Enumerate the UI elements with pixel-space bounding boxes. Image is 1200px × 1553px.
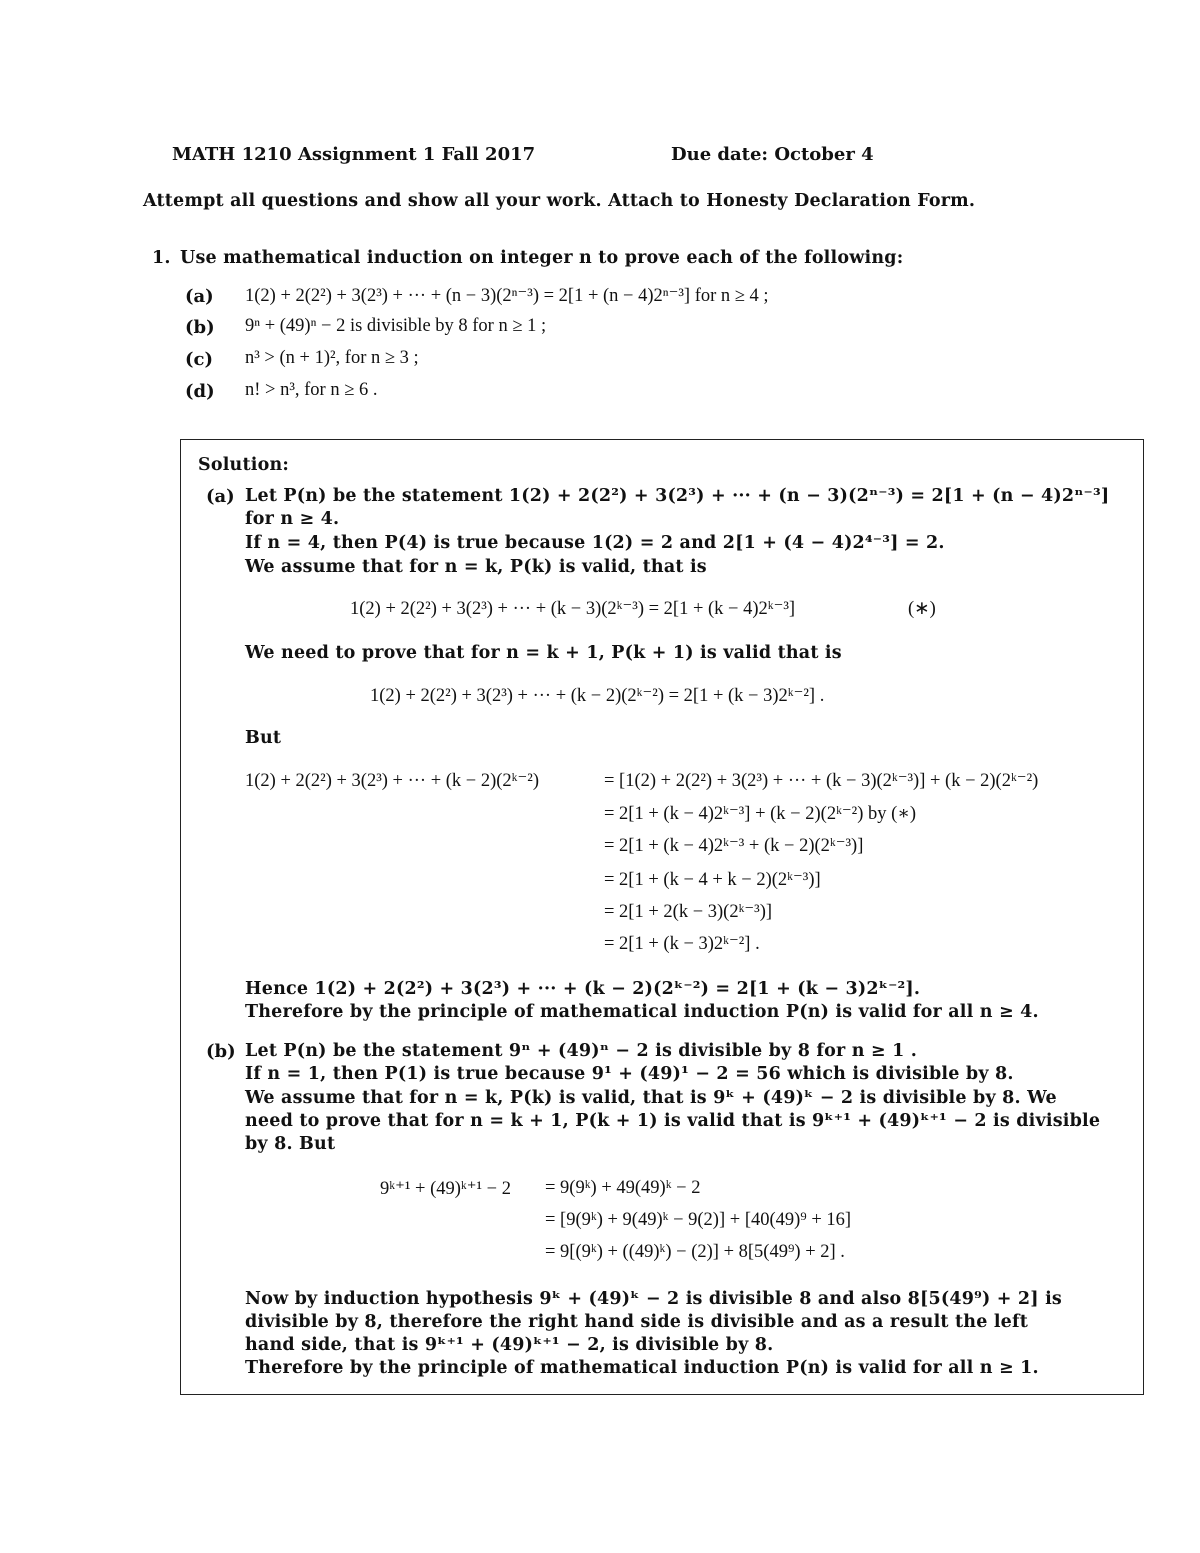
solution-b-now2: divisible by 8, therefore the right hand side is divisible and as a result the left: [245, 1312, 1029, 1332]
part-d-text: n! > n³, for n ≥ 6 .: [245, 380, 378, 400]
solution-a-eq2: 1(2) + 2(2²) + 3(2³) + ··· + (k − 2)(2ᵏ⁻²) = 2[1 + (k − 3)2ᵏ⁻²] .: [370, 686, 825, 706]
solution-a-label: (a): [206, 486, 235, 507]
question-number: 1.: [152, 248, 171, 268]
course-title: MATH 1210 Assignment 1 Fall 2017: [172, 144, 536, 165]
solution-a-line4: We assume that for n = k, P(k) is valid, that is: [245, 557, 707, 577]
solution-a-therefore: Therefore by the principle of mathematical induction P(n) is valid for all n ≥ 4.: [245, 1002, 1039, 1022]
solution-a-line5: We need to prove that for n = k + 1, P(k + 1) is valid that is: [245, 643, 842, 663]
part-a-text: 1(2) + 2(2²) + 3(2³) + ··· + (n − 3)(2ⁿ⁻³) = 2[1 + (n − 4)2ⁿ⁻³] for n ≥ 4 ;: [245, 286, 769, 306]
solution-a-chain-step: = 2[1 + (k − 4)2ᵏ⁻³ + (k − 2)(2ᵏ⁻³)]: [604, 836, 864, 856]
solution-a-eq1-tag: (∗): [908, 599, 936, 619]
solution-a-chain-step: = 2[1 + 2(k − 3)(2ᵏ⁻³)]: [604, 902, 773, 922]
solution-a-chain-step: = 2[1 + (k − 4)2ᵏ⁻³] + (k − 2)(2ᵏ⁻²) by (∗): [604, 804, 917, 824]
solution-b-chain-step: = 9[(9ᵏ) + ((49)ᵏ) − (2)] + 8[5(49⁹) + 2] .: [545, 1242, 845, 1262]
solution-b-line2: If n = 1, then P(1) is true because 9¹ + (49)¹ − 2 = 56 which is divisible by 8.: [245, 1064, 1014, 1084]
solution-b-now1: Now by induction hypothesis 9ᵏ + (49)ᵏ − 2 is divisible 8 and also 8[5(49⁹) + 2] is: [245, 1289, 1062, 1309]
solution-b-chain-lhs: 9ᵏ⁺¹ + (49)ᵏ⁺¹ − 2: [380, 1179, 511, 1199]
solution-b-chain-step: = [9(9ᵏ) + 9(49)ᵏ − 9(2)] + [40(49)⁹ + 16]: [545, 1210, 852, 1230]
solution-a-chain-step: = 2[1 + (k − 4 + k − 2)(2ᵏ⁻³)]: [604, 870, 821, 890]
solution-b-chain-step: = 9(9ᵏ) + 49(49)ᵏ − 2: [545, 1178, 701, 1198]
solution-b-line5: by 8. But: [245, 1134, 336, 1154]
solution-b-line1: Let P(n) be the statement 9ⁿ + (49)ⁿ − 2 is divisible by 8 for n ≥ 1 .: [245, 1041, 918, 1061]
part-a-label: (a): [185, 286, 214, 307]
solution-a-line1: Let P(n) be the statement 1(2) + 2(2²) + 3(2³) + ··· + (n − 3)(2ⁿ⁻³) = 2[1 + (n − 4)2ⁿ⁻³]: [245, 486, 1110, 506]
solution-a-chain-step: = 2[1 + (k − 3)2ᵏ⁻²] .: [604, 934, 760, 954]
part-b-text: 9ⁿ + (49)ⁿ − 2 is divisible by 8 for n ≥ 1 ;: [245, 316, 547, 336]
solution-b-label: (b): [206, 1041, 236, 1062]
solution-a-but: But: [245, 728, 282, 748]
solution-a-line3: If n = 4, then P(4) is true because 1(2) = 2 and 2[1 + (4 − 4)2⁴⁻³] = 2.: [245, 533, 945, 553]
solution-b-now3: hand side, that is 9ᵏ⁺¹ + (49)ᵏ⁺¹ − 2, is divisible by 8.: [245, 1335, 774, 1355]
solution-a-chain-step: = [1(2) + 2(2²) + 3(2³) + ··· + (k − 3)(2ᵏ⁻³)] + (k − 2)(2ᵏ⁻²): [604, 771, 1039, 791]
solution-b-therefore: Therefore by the principle of mathematical induction P(n) is valid for all n ≥ 1.: [245, 1358, 1039, 1378]
solution-b-line3: We assume that for n = k, P(k) is valid, that is 9ᵏ + (49)ᵏ − 2 is divisible by 8. We: [245, 1088, 1057, 1108]
solution-a-hence: Hence 1(2) + 2(2²) + 3(2³) + ··· + (k − 2)(2ᵏ⁻²) = 2[1 + (k − 3)2ᵏ⁻²].: [245, 979, 921, 999]
part-c-label: (c): [185, 349, 213, 370]
solution-a-chain-lhs: 1(2) + 2(2²) + 3(2³) + ··· + (k − 2)(2ᵏ⁻²): [245, 771, 539, 791]
solution-title: Solution:: [198, 455, 290, 475]
instructions: Attempt all questions and show all your work. Attach to Honesty Declaration Form.: [143, 191, 976, 211]
part-c-text: n³ > (n + 1)², for n ≥ 3 ;: [245, 348, 419, 368]
solution-a-line2: for n ≥ 4.: [245, 509, 340, 529]
part-d-label: (d): [185, 381, 215, 402]
part-b-label: (b): [185, 317, 215, 338]
solution-a-eq1: 1(2) + 2(2²) + 3(2³) + ··· + (k − 3)(2ᵏ⁻³) = 2[1 + (k − 4)2ᵏ⁻³]: [350, 599, 796, 619]
question-prompt: Use mathematical induction on integer n to prove each of the following:: [180, 248, 904, 268]
due-date: Due date: October 4: [671, 144, 874, 165]
solution-b-line4: need to prove that for n = k + 1, P(k + 1) is valid that is 9ᵏ⁺¹ + (49)ᵏ⁺¹ − 2 is divisible: [245, 1111, 1101, 1131]
